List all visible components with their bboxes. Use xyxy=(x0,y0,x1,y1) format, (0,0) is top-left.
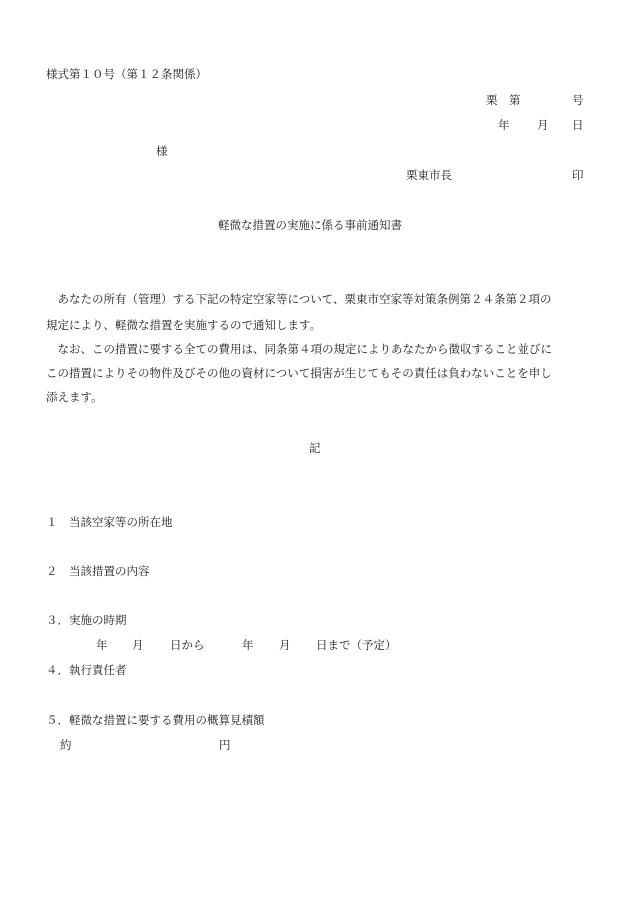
body-paragraph-2-line-1: なお、この措置に要する全ての費用は、同条第４項の規定によりあなたから徴収すること並びに xyxy=(46,342,552,356)
amount-suffix: 円 xyxy=(219,738,231,752)
item-1-location: １ 当該空家等の所在地 xyxy=(46,515,173,529)
doc-number-prefix: 栗 第 xyxy=(486,93,521,107)
amount-prefix: 約 xyxy=(60,738,72,752)
period-year-2: 年 xyxy=(242,638,254,652)
period-day-1: 日から xyxy=(170,638,205,652)
item-4-responsible: ４．執行責任者 xyxy=(46,663,127,677)
addressee-suffix: 様 xyxy=(156,144,168,158)
form-number: 様式第１０号（第１２条関係） xyxy=(46,67,207,81)
item-5-cost: ５．軽微な措置に要する費用の概算見積額 xyxy=(46,713,265,727)
body-paragraph-2-line-2: この措置によりその物件及びその他の資材について損害が生じてもその責任は負わないことを申し xyxy=(46,366,552,380)
body-paragraph-1-line-1: あなたの所有（管理）する下記の特定空家等について、栗東市空家等対策条例第２４条第２項の xyxy=(46,292,552,306)
document-title: 軽微な措置の実施に係る事前通知書 xyxy=(218,218,402,232)
period-day-2: 日まで（予定） xyxy=(316,638,397,652)
date-year: 年 xyxy=(498,118,510,132)
ki-heading: 記 xyxy=(309,441,321,455)
period-year-1: 年 xyxy=(96,638,108,652)
doc-number-suffix: 号 xyxy=(572,93,584,107)
seal-mark: 印 xyxy=(572,168,584,182)
date-month: 月 xyxy=(537,118,549,132)
date-day: 日 xyxy=(572,118,584,132)
period-month-2: 月 xyxy=(279,638,291,652)
item-2-content: ２ 当該措置の内容 xyxy=(46,564,150,578)
body-paragraph-1-line-2: 規定により、軽微な措置を実施するので通知します。 xyxy=(46,318,322,332)
body-paragraph-2-line-3: 添えます。 xyxy=(46,390,103,404)
sender-name: 栗東市長 xyxy=(406,168,452,182)
period-month-1: 月 xyxy=(132,638,144,652)
item-3-period: ３．実施の時期 xyxy=(46,613,127,627)
